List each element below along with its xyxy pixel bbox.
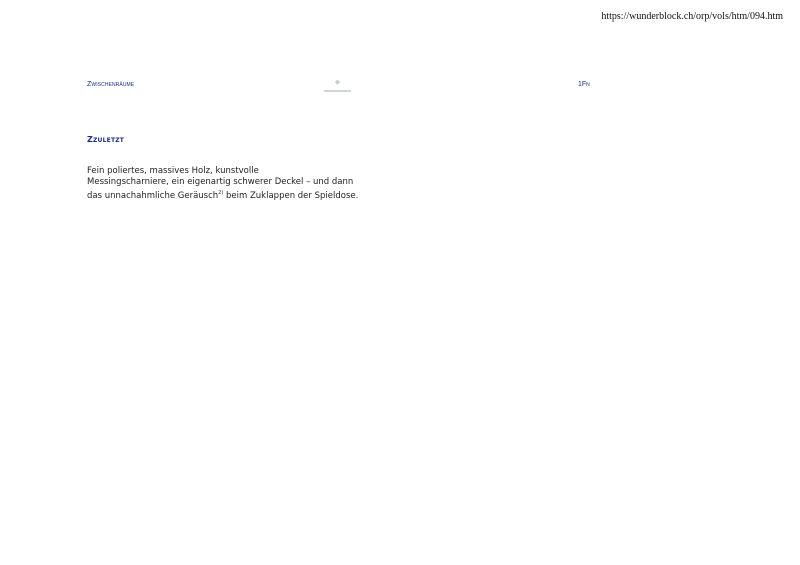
body-paragraph [87, 166, 377, 202]
diamond-icon: ◆ [334, 78, 341, 86]
paragraph-line-3-end: beim Zuklappen der Spieldose. [223, 191, 359, 201]
paragraph-line-1: Fein poliertes, massives Holz, kunstvolle [87, 166, 259, 176]
source-url: https://wunderblock.ch/orp/vols/htm/094.htm [601, 11, 783, 22]
footnote-marker-link[interactable]: 2) [218, 190, 224, 196]
paragraph-line-3-start: das unnachahmliche Geräusch [87, 191, 219, 201]
section-title: Zzuletzt [87, 135, 125, 144]
paragraph-line-3 [87, 188, 377, 202]
footnotes-link[interactable]: 1Fn [578, 81, 590, 88]
nav-bar [324, 90, 351, 92]
running-head-link[interactable]: Zwischenräume [87, 81, 135, 88]
paragraph-line-2: Messingscharniere, ein eigenartig schwerer Deckel – und dann [87, 177, 354, 187]
page-nav-widget[interactable] [324, 79, 351, 92]
